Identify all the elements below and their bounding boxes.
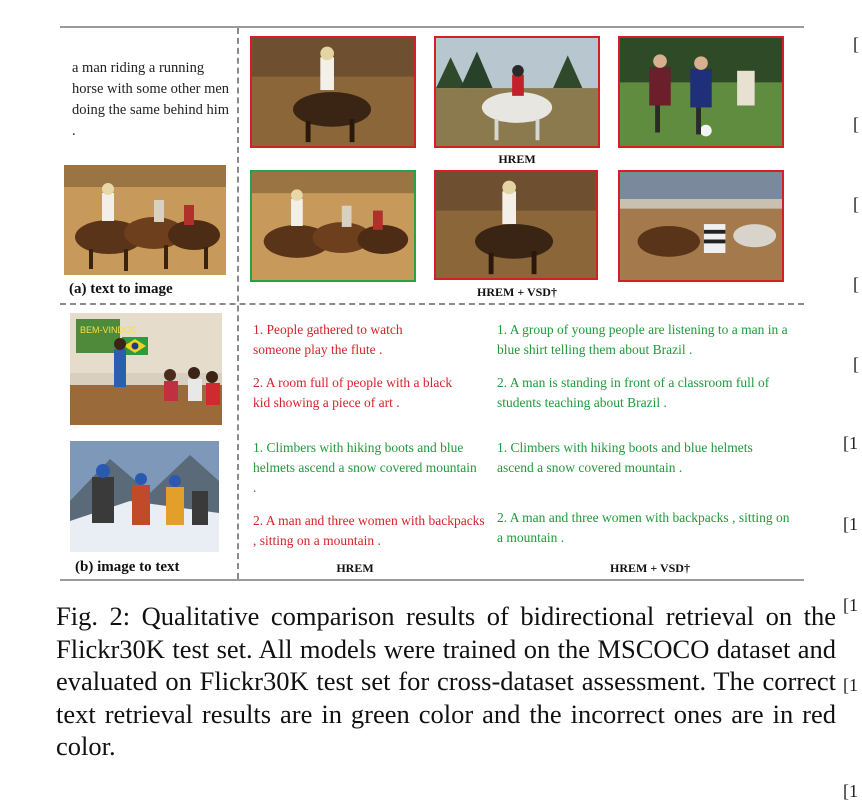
figure-top-rule (60, 26, 804, 28)
label-text-to-image: (a) text to image (69, 281, 173, 297)
margin-ref: [1 (843, 433, 858, 453)
margin-ref: [1 (843, 595, 858, 615)
vsd-result-2-bucking-horse (434, 170, 598, 280)
figure-section-divider (60, 303, 804, 305)
method-label-hrem-vsd-top: HREM + VSD† (477, 285, 557, 299)
vsd-result-1-horse-riders (250, 170, 416, 282)
margin-ref: [ (853, 354, 859, 374)
margin-ref: [1 (843, 781, 858, 801)
vsd-caption-climbers-1: 1. Climbers with hiking boots and blue helmets ascend a snow covered mountain . (497, 440, 753, 475)
margin-ref: [ (853, 114, 859, 134)
hrem-caption-climbers-1: 1. Climbers with hiking boots and blue helmets ascend a snow covered mountain . (253, 440, 477, 495)
svg-text:BEM-VINDOS: BEM-VINDOS (80, 325, 138, 335)
hrem-result-1-bucking-horse (250, 36, 416, 148)
vsd-caption-classroom-1: 1. A group of young people are listening to a man in a blue shirt telling them about Brazil . (497, 322, 788, 357)
margin-ref: [ (853, 34, 859, 54)
margin-ref: [1 (843, 514, 858, 534)
hrem-result-2-white-horse (434, 36, 600, 148)
method-label-hrem-bottom: HREM (336, 561, 374, 575)
hrem-caption-classroom-1: 1. People gathered to watch someone play the flute . (253, 322, 403, 357)
vsd-result-3-rodeo (618, 170, 784, 282)
vsd-caption-climbers-2: 2. A man and three women with backpacks , sitting on a mountain . (497, 510, 790, 545)
query-photo-classroom (70, 313, 222, 425)
figure-caption: Fig. 2: Qualitative comparison results of bidirectional retrieval on the Flickr30K test set. All models were trained on the MSCOCO dataset and evaluated on Flickr30K test set for cross-dataset assessment. The correct text retrieval results are in green color and the incorrect ones are in red color. (56, 601, 836, 762)
margin-ref: [ (853, 274, 859, 294)
hrem-result-3-soccer (618, 36, 784, 148)
figure-bottom-rule (60, 579, 804, 581)
query-text: a man riding a running horse with some other men doing the same behind him . (72, 60, 230, 139)
method-label-hrem-top: HREM (498, 152, 536, 166)
method-label-hrem-vsd-bottom: HREM + VSD† (610, 561, 690, 575)
margin-ref: [1 (843, 675, 858, 695)
vsd-caption-classroom-2: 2. A man is standing in front of a classroom full of students teaching about Brazil . (497, 375, 770, 410)
query-photo-horse-riders (64, 165, 226, 275)
hrem-caption-climbers-2: 2. A man and three women with backpacks , sitting on a mountain . (253, 513, 485, 548)
margin-ref: [ (853, 194, 859, 214)
hrem-caption-classroom-2: 2. A room full of people with a black kid showing a piece of art . (253, 375, 453, 410)
label-image-to-text: (b) image to text (75, 559, 180, 575)
query-photo-climbers (70, 441, 219, 552)
